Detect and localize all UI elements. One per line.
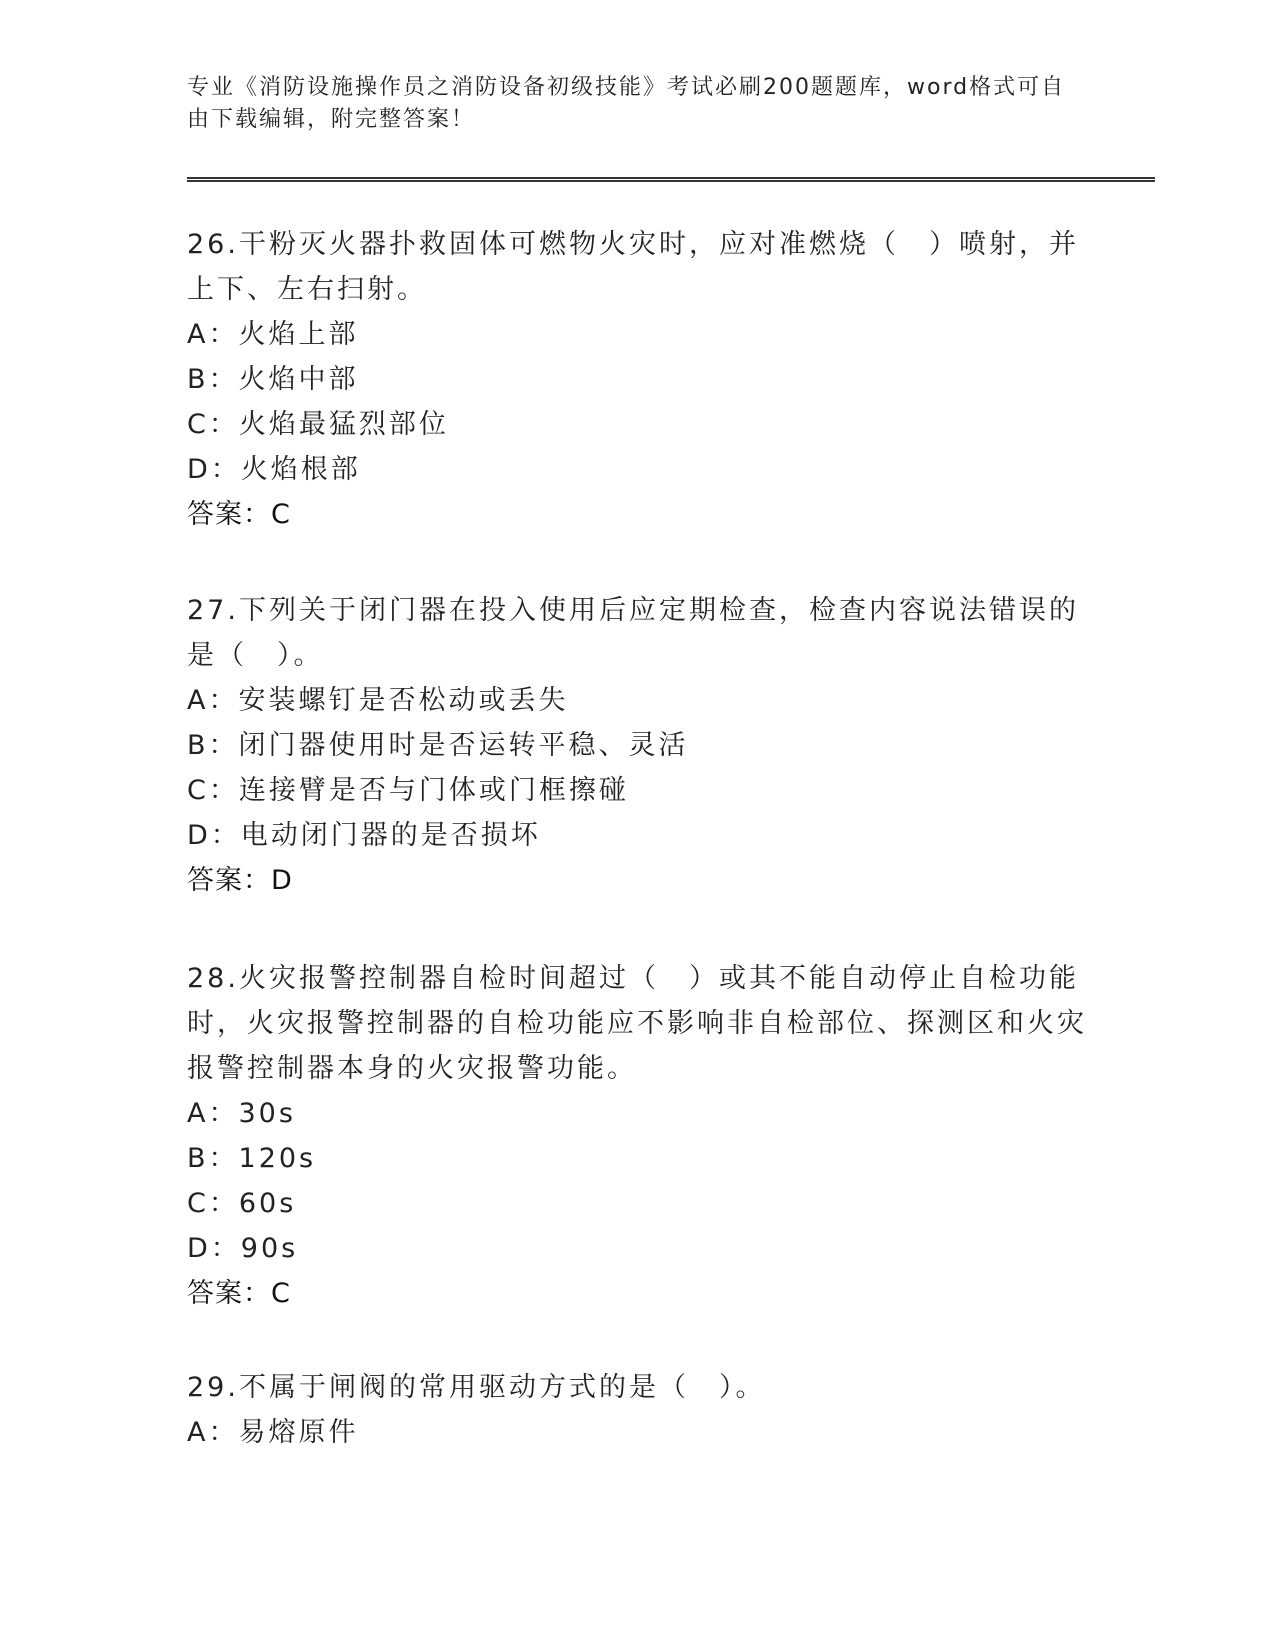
question-29 — [187, 1365, 1087, 1455]
answer-text: 答案：C — [187, 1278, 291, 1309]
question-stem: 26.干粉灭火器扑救固体可燃物火灾时，应对准燃烧（ ）喷射，并上下、左右扫射。 — [187, 229, 1079, 305]
option-b: B：火焰中部 — [187, 364, 359, 395]
question-stem: 29.不属于闸阀的常用驱动方式的是（ ）。 — [187, 1372, 766, 1403]
option-c: C：火焰最猛烈部位 — [187, 409, 449, 440]
option-d: D：电动闭门器的是否损坏 — [187, 820, 541, 851]
header-divider — [187, 177, 1155, 182]
question-28 — [187, 956, 1087, 1316]
option-a: A：安装螺钉是否松动或丢失 — [187, 685, 569, 716]
question-27 — [187, 588, 1087, 903]
option-d: D：90s — [187, 1233, 299, 1264]
answer-text: 答案：D — [187, 865, 293, 896]
question-26 — [187, 222, 1087, 537]
option-a: A：易熔原件 — [187, 1417, 359, 1448]
option-a: A：30s — [187, 1098, 296, 1129]
question-stem: 27.下列关于闭门器在投入使用后应定期检查，检查内容说法错误的是（ ）。 — [187, 595, 1079, 671]
option-b: B：闭门器使用时是否运转平稳、灵活 — [187, 730, 689, 761]
question-stem: 28.火灾报警控制器自检时间超过（ ）或其不能自动停止自检功能时，火灾报警控制器的自检功能应不影响非自检部位、探测区和火灾报警控制器本身的火灾报警功能。 — [187, 963, 1087, 1084]
option-c: C：连接臂是否与门体或门框擦碰 — [187, 775, 629, 806]
option-a: A：火焰上部 — [187, 319, 359, 350]
answer-text: 答案：C — [187, 499, 291, 530]
document-header: 专业《消防设施操作员之消防设备初级技能》考试必刷200题题库，word格式可自由下载编辑，附完整答案！ — [187, 75, 1066, 132]
option-b: B：120s — [187, 1143, 317, 1174]
option-d: D：火焰根部 — [187, 454, 361, 485]
option-c: C：60s — [187, 1188, 297, 1219]
